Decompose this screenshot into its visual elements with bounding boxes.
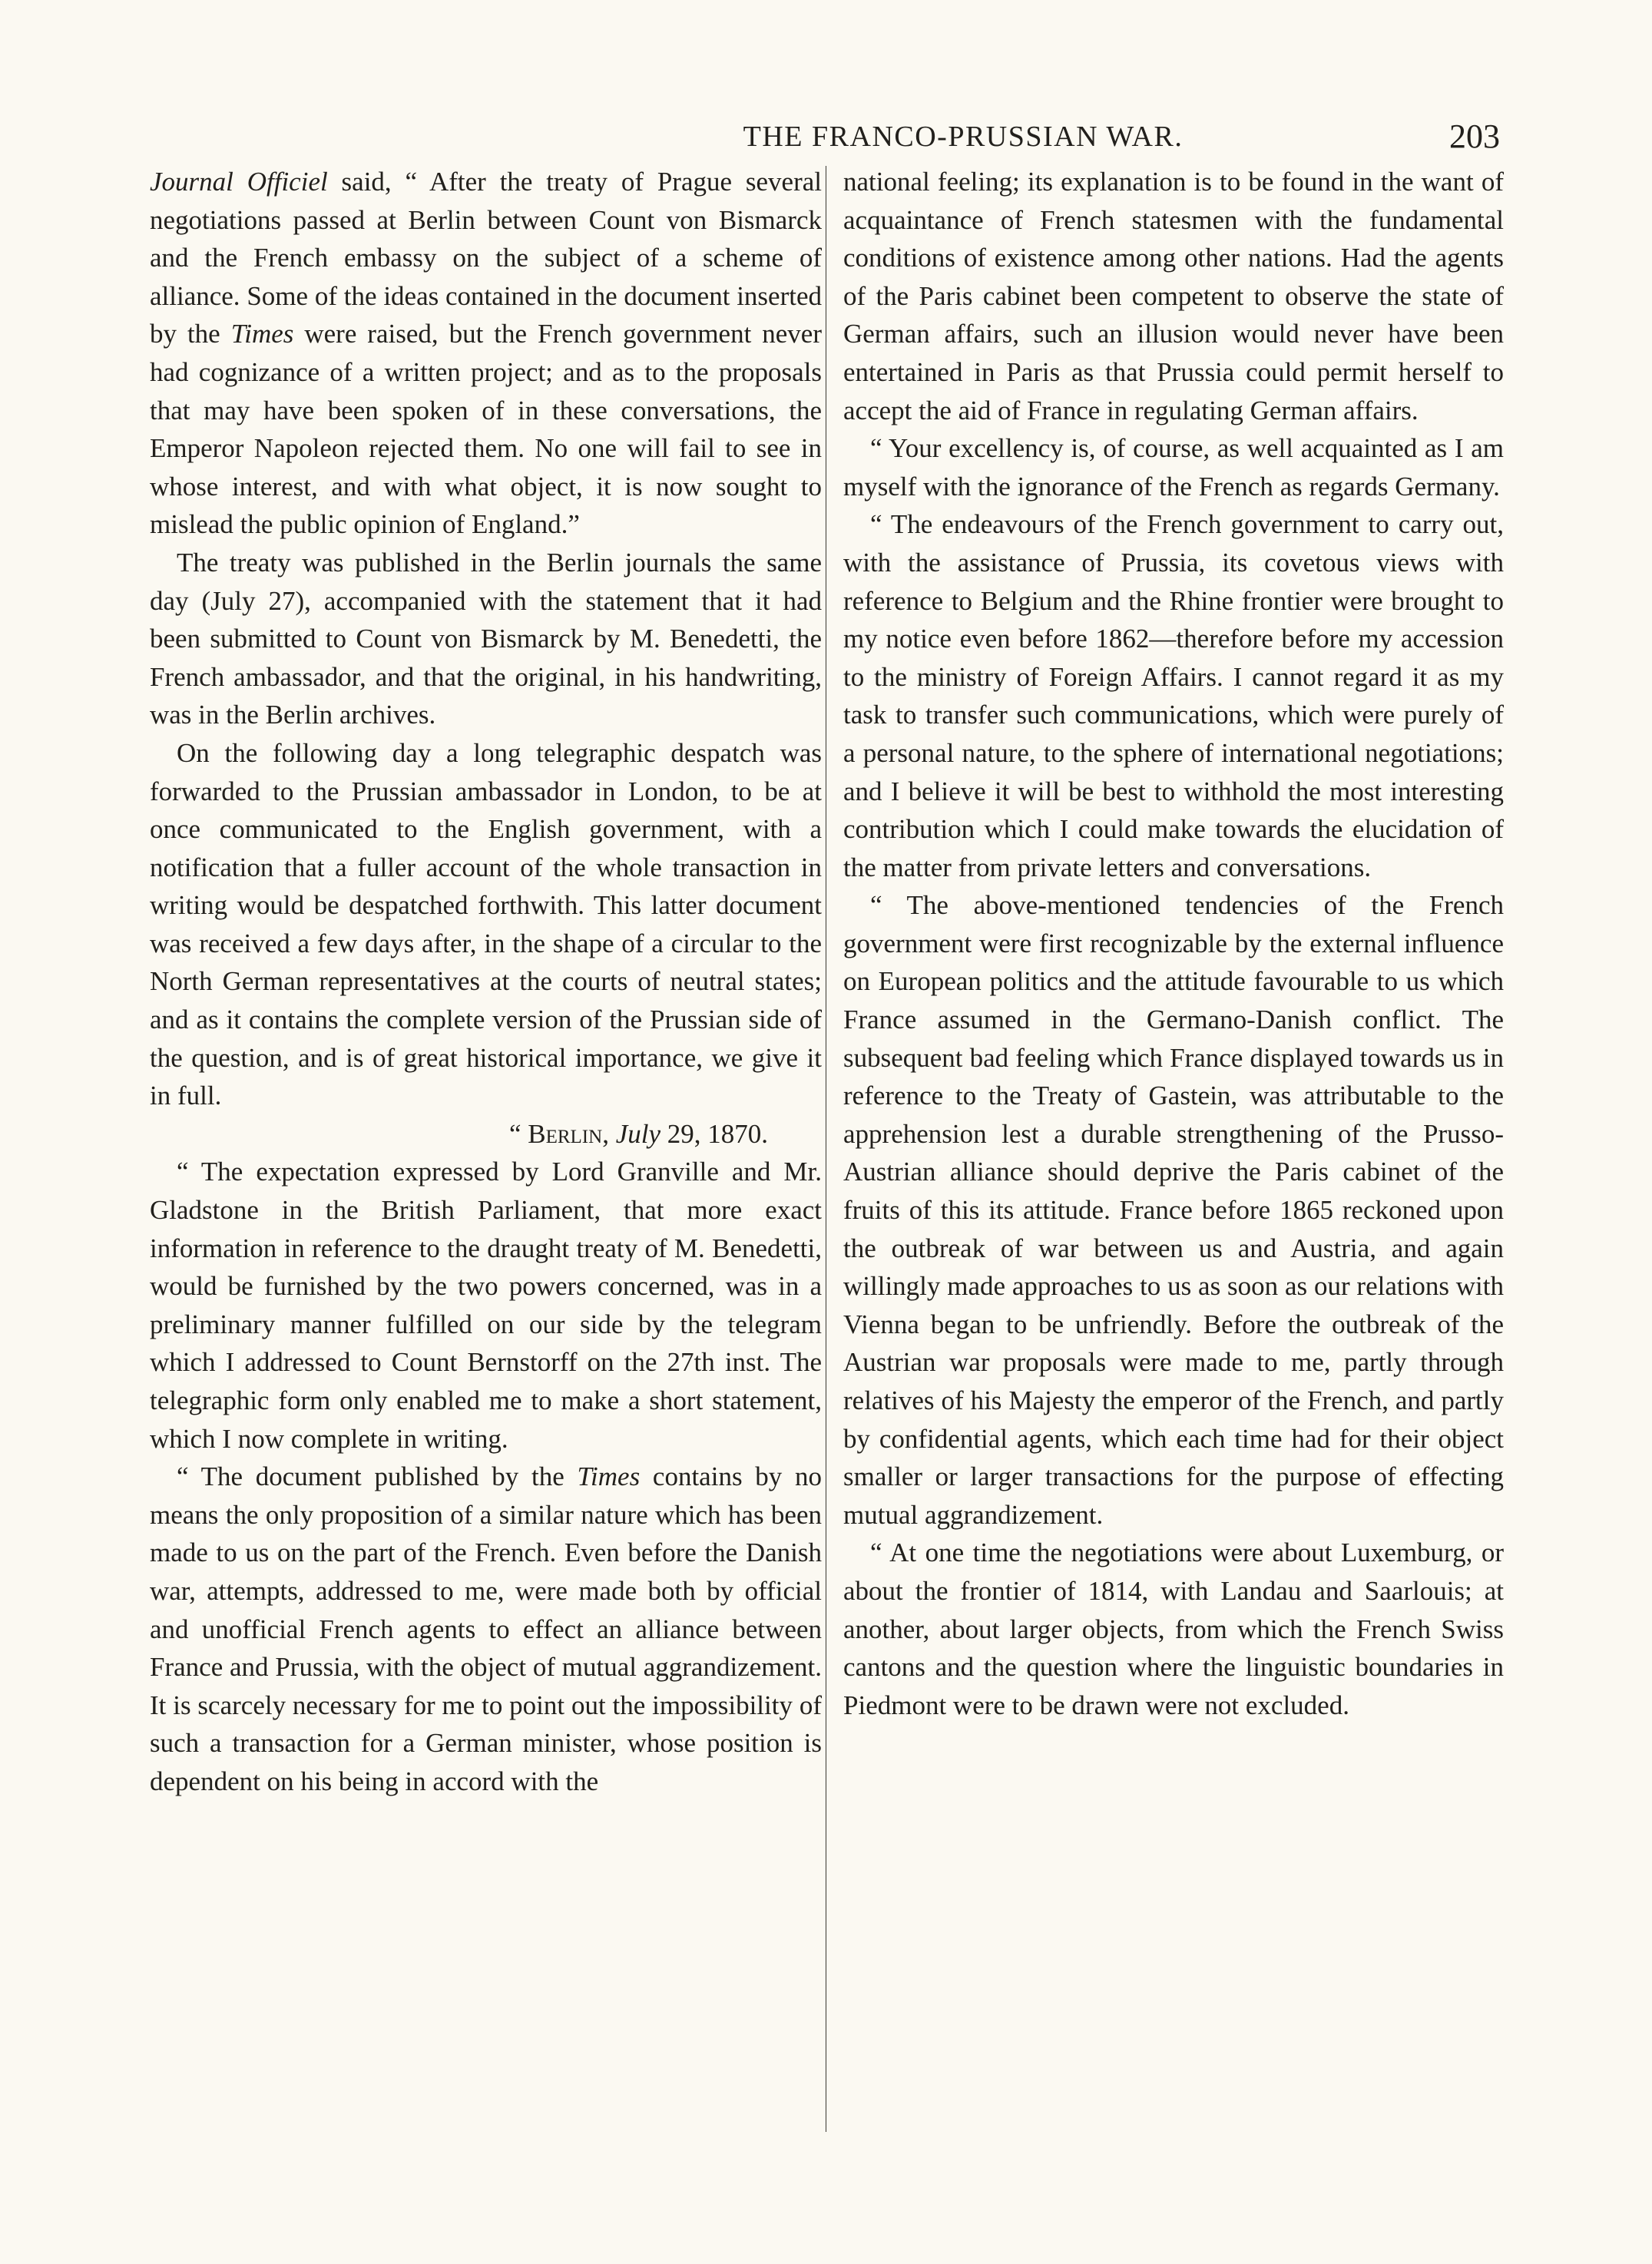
- paragraph: [150, 1458, 822, 1800]
- page-number: 203: [1449, 118, 1500, 155]
- publication-name: Times: [577, 1461, 641, 1492]
- running-head: [150, 114, 1500, 160]
- right-column: [843, 163, 1504, 1724]
- paragraph: “ The above-mentioned tendencies of the French government were first recognizable by the external influence on European politics and the attitude favourable to us which France assumed in the Germano-Danish conflict. The subsequent bad feeling which France displayed towards us in reference to the Treaty of Gastein, was attributable to the apprehension lest a durable strengthening of the Prusso-Austrian alliance should deprive the Paris cabinet of the fruits of this its attitude. France before 1865 reckoned upon the outbreak of war between us and Austria, and again willingly made approaches to us as soon as our relations with Vienna began to be unfriendly. Before the outbreak of the Austrian war proposals were made to me, partly through relatives of his Majesty the emperor of the French, and partly by confidential agents, which each time had for their object smaller or larger transactions for the purpose of effecting mutual aggrandizement.: [843, 890, 1504, 1530]
- paragraph: On the following day a long telegraphic despatch was forwarded to the Prussian ambassador in London, to be at once communicated to the English government, with a notification that a fuller account of the whole transaction in writing would be despatched forthwith. This latter document was received a few days after, in the shape of a circular to the North German representatives at the courts of neutral states; and as it contains the complete version of the Prussian side of the question, and is of great historical importance, we give it in full.: [150, 737, 822, 1111]
- paragraph: The treaty was published in the Berlin journals the same day (July 27), accompanied with the statement that it had been submitted to Count von Bismarck by M. Benedetti, the French ambassador, and that the original, in his handwriting, was in the Berlin archives.: [150, 547, 822, 730]
- publication-name: Times: [230, 319, 294, 349]
- paragraph-text: contains by no means the only proposition of a similar nature which has been made to us on the part of the French. Even before the Danish war, attempts, addressed to me, were made both by official and unofficial French agents to effect an alliance between France and Prussia, with the object of mutual aggrandizement. It is scarcely necessary for me to point out the impossibility of such a transaction for a German minister, whose position is dependent on his being in accord with the: [150, 1461, 822, 1796]
- dateline-date: 29, 1870.: [660, 1118, 768, 1149]
- paragraph-text: said, “ After the treaty of Prague several negotiations passed at Berlin between Count von Bismarck and the French embassy on the subject of a scheme of alliance. Some of the ideas contained in the document inserted by the: [150, 167, 822, 349]
- paragraph: national feeling; its explanation is to be found in the want of acquaintance of French statesmen with the fundamental conditions of existence among other nations. Had the agents of the Paris cabinet been competent to observe the state of German affairs, such an illusion would never have been entertained in Paris as that Prussia could permit herself to accept the aid of France in regulating German affairs.: [843, 167, 1504, 425]
- paragraph: “ At one time the negotiations were about Luxemburg, or about the frontier of 1814, with Landau and Saarlouis; at another, about larger objects, from which the French Swiss cantons and the question where the linguistic boundaries in Piedmont were to be drawn were not excluded.: [843, 1537, 1504, 1720]
- left-column: [150, 163, 822, 1801]
- dateline-place: Berlin,: [528, 1118, 609, 1149]
- dateline-month: July: [615, 1118, 660, 1149]
- letter-dateline: “ Berlin, July 29, 1870.: [508, 1118, 768, 1149]
- paragraph: “ The endeavours of the French government to carry out, with the assistance of Prussia, its covetous views with reference to Belgium and the Rhine frontier were brought to my notice even before 1862—therefore before my accession to the ministry of Foreign Affairs. I cannot regard it as my task to transfer such communications, which were purely of a personal nature, to the sphere of international negotiations; and I believe it will be best to withhold the most interesting contribution which I could make towards the elucidation of the matter from private letters and conversations.: [843, 509, 1504, 882]
- running-title: THE FRANCO-PRUSSIAN WAR.: [743, 121, 1184, 153]
- paragraph: “ Your excellency is, of course, as well acquainted as I am myself with the ignorance of the French as regards Germany.: [843, 433, 1504, 501]
- paragraph: “ The expectation expressed by Lord Granville and Mr. Gladstone in the British Parliament, that more exact information in reference to the draught treaty of M. Benedetti, would be furnished by the two powers concerned, was in a preliminary manner fulfilled on our side by the telegram which I addressed to Count Bernstorff on the 27th inst. The telegraphic form only enabled me to make a short statement, which I now complete in writing.: [150, 1157, 822, 1454]
- publication-name: Journal Officiel: [150, 167, 328, 197]
- paragraph: [150, 163, 822, 544]
- paragraph-text: were raised, but the French government never had cognizance of a written project; and as to the proposals that may have been spoken of in these conversations, the Emperor Napoleon rejected them. No one will fail to see in whose interest, and with what object, it is now sought to mislead the public opinion of England.”: [150, 319, 823, 540]
- paragraph-text: “ The document published by the: [177, 1461, 578, 1492]
